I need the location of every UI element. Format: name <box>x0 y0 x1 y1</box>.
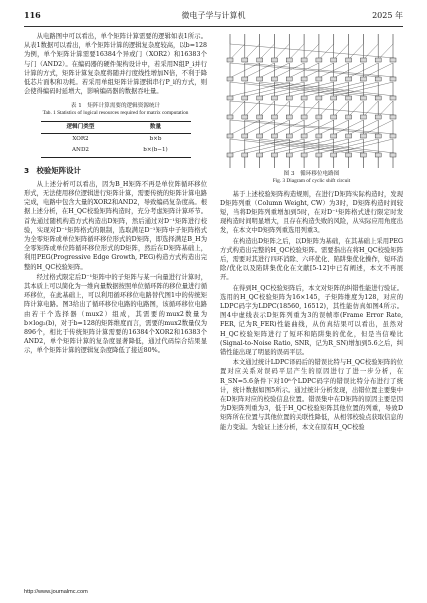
wire <box>230 63 380 77</box>
mux2-selector <box>227 153 233 157</box>
mux2-selector <box>390 77 396 81</box>
wire <box>335 44 348 58</box>
mux2-selector <box>301 58 307 62</box>
mux2-selector <box>375 58 381 62</box>
mux2-selector <box>271 58 277 62</box>
left-paragraph-1: 从电路图中可以看出，单个矩阵计算需要的逻辑如表1所示。从表1数据可以看出，单个矩阵计算的逻辑复杂度较高，以b=128为例，单个矩阵计算需要16384个异或门（XOR2）和16383个与门（AND2）。在编码器的硬件架构设计中，若采用N组P_i并行计算的方式，矩阵计算复杂度将随并行度线性增加N倍，不利于降低芯片面积和功耗。若采用单组矩阵计算逻辑串行P_i的方式，则会使得编码时延增大，影响编码器的数据吞吐量。 <box>24 33 207 96</box>
wire <box>261 101 274 115</box>
mux2-selector <box>227 134 233 138</box>
mux2-selector <box>227 58 233 62</box>
wire <box>291 101 304 115</box>
mux2-selector <box>331 115 337 119</box>
mux2-selector <box>227 77 233 81</box>
table-header-cell: 数量 <box>149 123 162 130</box>
table-header-row <box>41 121 191 133</box>
wire <box>274 139 394 153</box>
mux2-selector <box>331 58 337 62</box>
mux2-selector <box>242 58 248 62</box>
wire <box>320 101 333 115</box>
mux2-selector <box>360 58 366 62</box>
wire <box>380 101 393 115</box>
mux2-selector <box>242 153 248 157</box>
mux2-selector <box>375 96 381 100</box>
mux2-selector <box>316 96 322 100</box>
mux2-selector <box>227 115 233 119</box>
mux2-selector <box>286 153 292 157</box>
mux2-selector <box>360 153 366 157</box>
mux2-selector <box>257 58 263 62</box>
wire <box>335 101 348 115</box>
wire <box>260 139 380 153</box>
mux2-selector <box>271 96 277 100</box>
mux2-selector <box>360 96 366 100</box>
wire <box>335 82 393 96</box>
wire <box>230 44 395 58</box>
wire <box>261 44 274 58</box>
mux2-selector <box>316 134 322 138</box>
page-header <box>24 10 403 24</box>
mux2-selector <box>316 115 322 119</box>
mux2-selector <box>242 134 248 138</box>
mux2-selector <box>331 153 337 157</box>
mux2-selector <box>257 115 263 119</box>
wire <box>380 44 393 58</box>
mux2-selector <box>257 153 263 157</box>
table-row <box>41 134 191 146</box>
mux2-selector <box>257 77 263 81</box>
wire <box>230 101 395 115</box>
figure-caption: 图 3 循环移位电路图 <box>283 171 340 177</box>
figure-caption-en: Fig. 3 Diagram of cyclic shift circuit <box>272 178 351 184</box>
wire <box>232 44 245 58</box>
wire <box>232 63 260 77</box>
wire <box>320 44 333 58</box>
wire <box>276 120 304 134</box>
mux2-selector <box>286 77 292 81</box>
mux2-selector <box>271 134 277 138</box>
left-column <box>24 32 207 357</box>
journal-name: 微电子学与计算机 <box>181 11 246 20</box>
right-paragraph-3: 在得到H_QC校验矩阵后，本文对矩阵的纠错性能进行验证。选用的H_QC校验矩阵为16×145，子矩阵维度为128，对应的LDPC码字为LDPC(18560, 16512)，其性能仿真如图4所示。图4中虚线表示D矩阵列重为3的误帧率(Frame Error Rate, FER, 记为R_FER)性能曲线，从仿真结果可以看出，虽然对H_QC校验矩阵进行了短环和陷阱集的优化，但是当信噪比(Signal-to-Noise Ratio, SNR，记为R_SN)增加到5.6之后，纠错性能出现了明显的误码平层。 <box>220 284 403 356</box>
mux2-selector <box>271 115 277 119</box>
wire <box>276 44 289 58</box>
table-caption: 表 1 矩阵计算需要的逻辑资源统计 <box>70 103 161 110</box>
mux2-selector <box>301 115 307 119</box>
wire <box>365 120 393 134</box>
wire <box>335 139 393 153</box>
mux2-selector <box>286 96 292 100</box>
mux2-selector <box>286 115 292 119</box>
wire <box>320 82 378 96</box>
table-row <box>41 145 191 157</box>
mux2-selector <box>331 96 337 100</box>
wire <box>232 101 245 115</box>
wire <box>230 120 380 134</box>
wire <box>245 63 395 77</box>
mux2-selector <box>316 77 322 81</box>
mux2-selector <box>390 153 396 157</box>
wire <box>232 139 290 153</box>
mux2-selector <box>242 96 248 100</box>
wire <box>246 139 304 153</box>
mux2-selector <box>346 58 352 62</box>
wire <box>232 82 290 96</box>
mux2-selector <box>271 77 277 81</box>
mux2-selector <box>360 134 366 138</box>
mux2-selector <box>301 96 307 100</box>
wire <box>260 82 380 96</box>
right-paragraph-2: 在构造出D矩阵之后，以D矩阵为基础，在其基础上采用PEG方式构造出完整的H_QC校验矩阵。需要指出在将H_QC校验矩阵后，需要对其进行四环消除、六环优化、陷阱集优化操作，短环消除/优化以及陷阱集优化在文献[5-12]中已有阐述，本文不再展开。 <box>220 237 403 282</box>
table-caption-en: Tab. 1 Statistics of logical resources required for matrix computation <box>42 110 189 117</box>
mux2-selector <box>257 96 263 100</box>
mux2-selector <box>286 134 292 138</box>
wire <box>232 120 260 134</box>
mux2-selector <box>346 96 352 100</box>
wire <box>230 82 350 96</box>
wire <box>276 63 304 77</box>
page-number: 116 <box>24 10 41 20</box>
wire <box>350 44 363 58</box>
mux2-selector <box>360 77 366 81</box>
mux2-selector <box>257 134 263 138</box>
mux2-selector <box>331 134 337 138</box>
wire <box>246 82 304 96</box>
mux2-selector <box>227 96 233 100</box>
wire <box>274 82 394 96</box>
table-cell: AND2 <box>72 147 89 154</box>
wire <box>245 82 365 96</box>
mux2-selector <box>242 115 248 119</box>
table-cell: b×b <box>149 136 162 143</box>
table-cell: b×(b−1) <box>143 147 168 154</box>
mux2-selector <box>375 153 381 157</box>
right-paragraph-1: 基于上述校验矩阵构造规则，在进行D矩阵实际构造时，发现D矩阵列重（Column Weight, CW）为3时，D矩阵构造时间较短，当将D矩阵列重增加到5时，在对D⁻¹矩阵格式进行限定时发现构造时间明显增大，且存在构造失败的风险，从实际应用角度出发，在本文中D矩阵列重选用列重3。 <box>220 190 403 235</box>
mux2-selector <box>301 153 307 157</box>
mux2-selector <box>271 153 277 157</box>
mux2-selector <box>316 153 322 157</box>
resource-table <box>41 121 191 158</box>
mux2-selector <box>331 77 337 81</box>
mux2-selector <box>242 77 248 81</box>
mux2-selector <box>346 115 352 119</box>
right-column <box>220 32 403 433</box>
mux2-selector <box>286 58 292 62</box>
left-paragraph-3: 经过格式限定后D⁻¹矩阵中的子矩阵与某一向量进行计算时，其本质上可以简化为一维向量数据按照单位循环阵的移位量进行循环移位，在此基础上，可以利用循环移位电路替代图1中的传统矩阵计算电路。图3给出了循环移位电路的电路图，该循环移位电路由若干个选择器（mux2）组成，其需要的mux2数量为b×log₂(b)，对于b=128的矩阵维度而言，需要的mux2数量仅为896个，相比于传统矩阵计算需要的16384个XOR2和16383个AND2，单个矩阵计算的复杂度显著降低，通过代码综合结果显示，单个矩阵计算的逻辑复杂度降低了接近80%。 <box>24 273 207 355</box>
mux2-selector <box>375 134 381 138</box>
right-paragraph-4: 本文通过统计LDPC译码后的错误比特与H_QC校验矩阵的位置对应关系对误码平层产生的原因进行了进一步分析，在R_SN=5.6条件下对10⁸个LDPC码字的错误比特分布进行了统计，统计数据如图5所示。通过统计分析发现，出错位置主要集中在D矩阵对应的校验信息位置。错误集中在D矩阵的原因主要是因为D矩阵列重为3，低于H_QC校验矩阵其他位置的列重，导致D矩阵所在位置与其他位置的关联性降低，从相邻校验点获取信息的能力变弱。为验证上述分析，本文在原有H_QC校验 <box>220 359 403 431</box>
mux2-selector <box>346 134 352 138</box>
left-paragraph-2: 从上述分析可以看出，因为B_H矩阵不再是单位阵循环移位形式，无法使用移位逻辑进行矩阵计算，需要传统的矩阵计算电路完成，电路中包含大量的XOR2和AND2，导致编码复杂度高。根据上述分析，在H_QC校验矩阵构造时，充分考虑矩阵计算环节。首先通过随机构造方式构造出D矩阵，然后通过对D⁻¹矩阵进行校验，实现对D⁻¹矩阵格式的限制，选取满足D⁻¹矩阵中子矩阵格式为全零矩阵或单位矩阵循环移位形式的D矩阵，即选择满足B_H为全零矩阵或单位阵循环移位形式的D矩阵，然后在D矩阵基础上，利用PEG(Progressive Edge Growth, PEG)构造方式构造出完整的H_QC校验矩阵。 <box>24 180 207 271</box>
cyclic-shift-circuit-figure <box>220 32 403 170</box>
section-title: 3 校验矩阵设计 <box>24 165 81 175</box>
journal-year: 2025 年 <box>372 11 403 20</box>
mux2-selector <box>375 77 381 81</box>
mux2-selector <box>390 96 396 100</box>
mux2-selector <box>375 115 381 119</box>
wire <box>230 139 350 153</box>
journal-url: http://www.journalmc.com <box>24 589 88 595</box>
wire <box>291 44 304 58</box>
mux2-selector <box>301 134 307 138</box>
wire <box>320 139 378 153</box>
mux2-selector <box>390 115 396 119</box>
wire <box>320 63 348 77</box>
table-header-cell: 逻辑门类型 <box>66 123 95 130</box>
mux2-selector <box>390 134 396 138</box>
mux2-selector <box>346 77 352 81</box>
mux2-selector <box>390 58 396 62</box>
mux2-selector <box>346 153 352 157</box>
wire <box>245 120 395 134</box>
wire <box>350 101 363 115</box>
wire <box>365 63 393 77</box>
table-cell: XOR2 <box>72 136 89 143</box>
mux2-selector <box>316 58 322 62</box>
mux2-selector <box>360 115 366 119</box>
wire <box>276 101 289 115</box>
wire <box>245 139 365 153</box>
circuit-diagram <box>220 32 403 170</box>
header-rule <box>24 26 403 27</box>
mux2-selector <box>301 77 307 81</box>
wire <box>320 120 348 134</box>
